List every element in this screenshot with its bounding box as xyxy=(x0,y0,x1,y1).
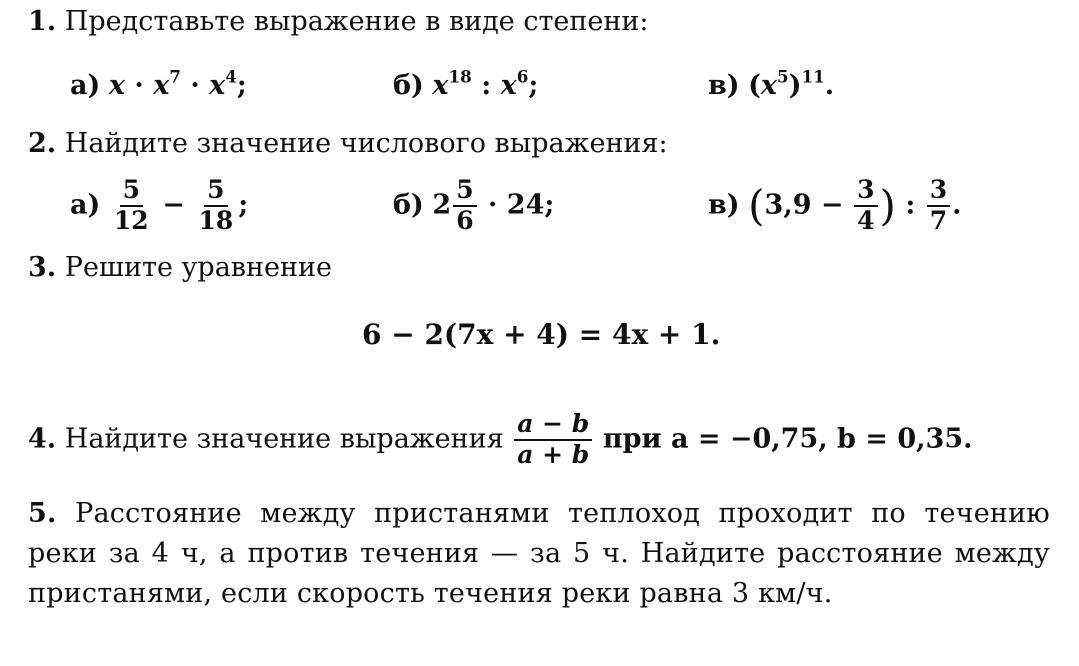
task-1a-base1: x xyxy=(108,70,125,101)
task-4-line xyxy=(28,410,973,470)
task-2c-fraction-1 xyxy=(854,176,877,236)
task-2b-f-den: 6 xyxy=(456,205,474,235)
task-5-text: Расстояние между пристанями теплоход проходит по течению реки за 4 ч, а против течения — за 5 ч. Найдите расстояние между пристанями, если скорость течения реки равна 3 км/ч. xyxy=(28,498,1050,609)
task-2c-open-paren: ( xyxy=(748,180,765,230)
task-1b-op: : xyxy=(471,70,501,101)
task-1b-exp2: 6 xyxy=(516,66,529,87)
task-2a-fraction-1 xyxy=(111,176,152,236)
task-1a xyxy=(70,66,247,101)
task-2c-op: : xyxy=(895,189,925,221)
task-2a-f2-den: 18 xyxy=(198,205,234,235)
task-1b-base2: x xyxy=(500,70,517,101)
task-1a-base2: x xyxy=(153,70,170,101)
task-2c-f1-den: 4 xyxy=(857,205,875,235)
task-4-f-num: a − b xyxy=(514,410,592,441)
task-2b xyxy=(393,176,554,236)
task-1-text: Представьте выражение в виде степени: xyxy=(64,6,649,37)
task-1-heading xyxy=(28,6,648,37)
task-2-number: 2. xyxy=(28,128,57,159)
task-1b-label: б) xyxy=(393,70,424,101)
task-1b-exp1: 18 xyxy=(448,66,472,87)
task-2b-rest: · 24; xyxy=(478,189,555,221)
task-3-heading xyxy=(28,252,332,283)
task-2a-op: − xyxy=(162,189,185,221)
task-2a-f2-num: 5 xyxy=(204,176,227,207)
task-2a-fraction-2 xyxy=(195,176,236,236)
task-1a-label: а) xyxy=(70,70,101,101)
task-3-equation: 6 − 2(7x + 4) = 4x + 1. xyxy=(362,318,721,351)
task-1a-exp3: 4 xyxy=(225,66,237,87)
task-2a-end: ; xyxy=(238,189,249,221)
task-1a-base3: x xyxy=(209,70,226,101)
task-1-number: 1. xyxy=(28,6,57,37)
task-2c xyxy=(708,176,962,236)
task-1b-end: ; xyxy=(528,70,539,101)
task-1b-base1: x xyxy=(432,70,449,101)
task-1c xyxy=(708,66,835,101)
task-4-condition: при a = −0,75, b = 0,35. xyxy=(602,423,973,455)
task-2c-f1-num: 3 xyxy=(854,176,877,207)
task-2b-label: б) xyxy=(393,189,424,221)
task-4-text: Найдите значение выражения xyxy=(64,423,504,455)
task-2c-f2-den: 7 xyxy=(929,205,948,235)
task-3-number: 3. xyxy=(28,252,57,283)
task-2a-f1-num: 5 xyxy=(120,176,143,207)
task-2a-label: а) xyxy=(70,189,101,221)
task-1c-exp: 5 xyxy=(777,66,789,87)
task-1c-exp-outer: 11 xyxy=(801,66,825,87)
task-1c-label: в) xyxy=(708,70,740,101)
task-2a xyxy=(70,176,248,236)
task-1a-op2: · xyxy=(180,70,210,101)
task-2b-whole: 2 xyxy=(432,189,452,221)
task-2c-close-paren: ) xyxy=(879,180,896,230)
task-2a-f1-den: 12 xyxy=(113,205,149,235)
task-4-f-den: a + b xyxy=(517,439,590,469)
task-1c-open: ( xyxy=(748,70,761,101)
task-3-text: Решите уравнение xyxy=(64,252,332,283)
task-2-text: Найдите значение числового выражения: xyxy=(64,128,668,159)
task-5-paragraph xyxy=(28,494,1050,614)
task-1c-base: x xyxy=(760,70,778,101)
task-2b-f-num: 5 xyxy=(453,176,476,207)
task-4-number: 4. xyxy=(28,423,57,455)
task-2c-fraction-2 xyxy=(927,176,950,236)
task-2c-end: . xyxy=(952,189,962,221)
task-2b-fraction xyxy=(453,176,476,236)
task-1b xyxy=(393,66,539,101)
task-1c-close: ) xyxy=(788,70,802,101)
task-2c-label: в) xyxy=(708,189,740,221)
task-1a-end: ; xyxy=(236,70,247,101)
task-5-number: 5. xyxy=(28,498,57,529)
task-2c-f2-num: 3 xyxy=(927,176,950,207)
task-1a-exp2: 7 xyxy=(169,66,181,87)
task-4-fraction xyxy=(514,410,592,470)
task-2-heading xyxy=(28,128,668,159)
task-2c-pre: 3,9 − xyxy=(764,189,844,221)
task-1c-end: . xyxy=(824,70,835,101)
task-1a-op1: · xyxy=(124,70,154,101)
